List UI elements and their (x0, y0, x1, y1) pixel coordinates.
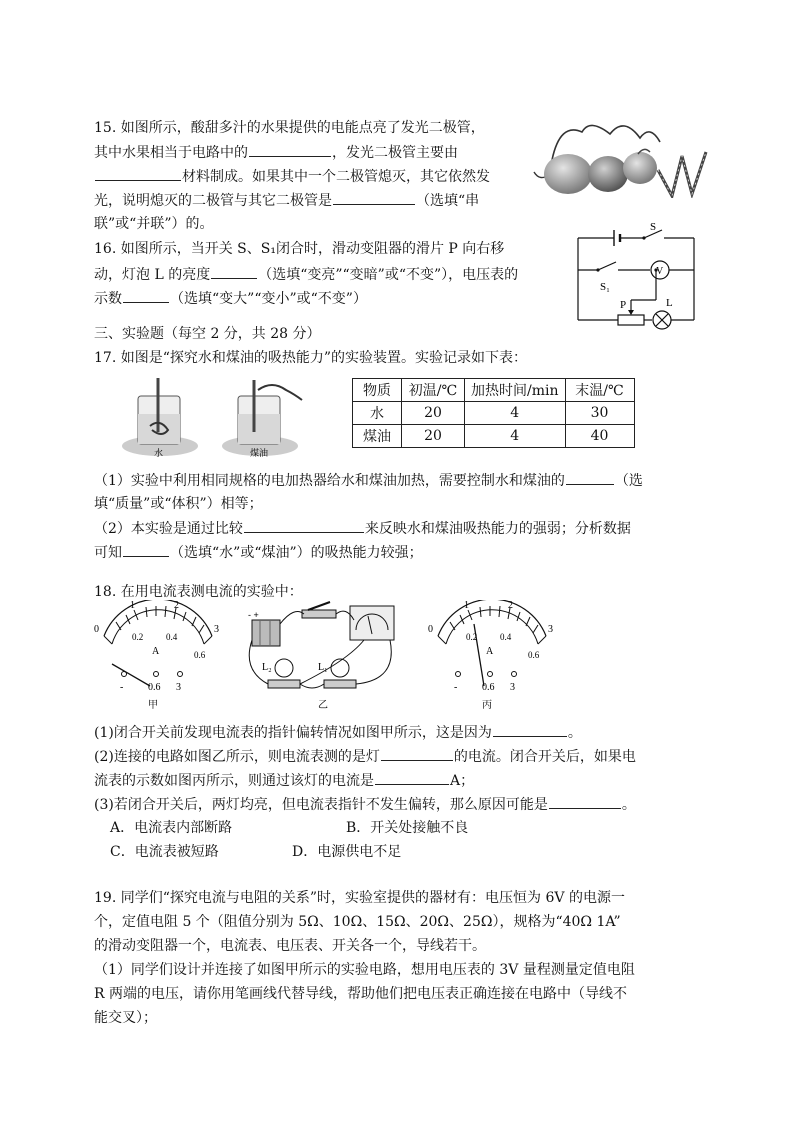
ammeter-box (350, 606, 394, 640)
q15-text-a: 其中水果相当于电路中的 (94, 145, 248, 161)
table-cell: 40 (565, 425, 634, 448)
q17-p1-line-2: 填“质量”或“体积”）相等； (94, 496, 263, 512)
q15-text-c: 材料制成。如果其中一个二极管熄灭，其它依然发 (182, 169, 490, 185)
q17-p2-text-b: 来反映水和煤油吸热能力的强弱；分析数据 (364, 521, 631, 537)
table-header: 加热时间/min (465, 379, 566, 402)
q18-blank-3[interactable] (375, 770, 449, 785)
table-cell: 煤油 (353, 425, 402, 448)
q15-text-b: ，发光二极管主要由 (332, 145, 458, 161)
terminal-label: 3 (176, 682, 181, 693)
q18-p2 (94, 746, 636, 767)
table-cell: 30 (565, 402, 634, 425)
table-header-row (353, 379, 635, 402)
needle-jia (112, 664, 150, 686)
figure-label-jia: 甲 (148, 700, 158, 710)
ammeter-jia (90, 600, 224, 710)
scale-bottom: 0.6 (528, 650, 540, 660)
q15-line-3 (94, 166, 490, 187)
fruit-2 (588, 156, 628, 192)
label-slider-p: P (620, 299, 627, 311)
scale-top: 3 (214, 624, 219, 635)
q15-text-d: 光，说明熄灭的二极管与其它二极管是 (94, 193, 332, 209)
meter-unit: A (486, 646, 494, 657)
q16-line-2 (94, 264, 518, 285)
terminal-label: - (454, 682, 458, 693)
label-lamp-l: L (666, 297, 673, 309)
q17-p1-text-a: （1）实验中利用相同规格的电加热器给水和煤油加热，需要控制水和煤油的 (94, 473, 565, 489)
q19-line-6: 能交叉）； (94, 1010, 157, 1026)
rheostat-symbol (618, 315, 644, 325)
q18-p2b (94, 770, 474, 791)
q18-p3-end: 。 (621, 797, 636, 813)
q17-p1-text-b: （选 (614, 473, 643, 489)
q15-line-4 (94, 190, 479, 211)
circuit-yi (238, 600, 408, 710)
q17-p2-line-2 (94, 542, 423, 563)
q17-blank-1[interactable] (566, 470, 614, 485)
scale-bottom: 0.2 (132, 632, 144, 642)
q17-p2-line-1 (94, 518, 631, 539)
table-row (353, 402, 635, 425)
table-cell: 20 (402, 425, 465, 448)
label-switch-s: S (650, 221, 657, 233)
q18-p2b-text: 流表的示数如图丙所示，则通过该灯的电流是 (94, 773, 374, 789)
scale-top: 0 (94, 624, 99, 635)
q18-option-c[interactable]: C．电流表被短路 (110, 844, 219, 860)
q15-blank-1[interactable] (249, 142, 331, 157)
fruit-battery-figure (530, 112, 708, 198)
q19-line-2: 个，定值电阻 5 个（阻值分别为 5Ω、10Ω、15Ω、20Ω、25Ω），规格为“40Ω 1A” (94, 914, 621, 930)
terminal-label: 0.6 (148, 682, 161, 693)
q18-option-a[interactable]: A．电流表内部断路 (110, 820, 233, 836)
table-header: 初温/℃ (402, 379, 465, 402)
terminal-label: 3 (510, 682, 515, 693)
q18-p1-text: (1)闭合开关前发现电流表的指针偏转情况如图甲所示，这是因为 (94, 725, 492, 741)
q19-line-1: 19. 同学们“探究电流与电阻的关系”时，实验室提供的器材有：电压恒为 6V 的电源一 (94, 890, 625, 906)
q15-blank-3[interactable] (333, 190, 415, 205)
label-switch-s1: S₁ (600, 281, 610, 293)
q18-option-b[interactable]: B．开关处接触不良 (346, 820, 469, 836)
scale-top: 0 (428, 624, 433, 635)
table-cell: 20 (402, 402, 465, 425)
q16-text-d: （选填“变大”“变小”或“不变”） (170, 291, 367, 307)
q16-blank-1[interactable] (211, 264, 257, 279)
lamp-label-l1: L₁ (318, 662, 328, 673)
q18-p2b-end: A； (450, 773, 475, 789)
q17-record-table (352, 378, 635, 448)
table-cell: 4 (465, 425, 566, 448)
label-voltmeter-v: V (656, 266, 664, 277)
meter-unit: A (152, 646, 160, 657)
q16-line-1: 16. 如图所示，当开关 S、S₁闭合时，滑动变阻器的滑片 P 向右移 (94, 241, 505, 257)
battery-pack (252, 620, 280, 646)
q17-blank-2[interactable] (244, 518, 364, 533)
beakers-figure (120, 376, 320, 458)
beaker-label-kerosene: 煤油 (250, 448, 269, 458)
q18-p3-text: (3)若闭合开关后，两灯均亮，但电流表指针不发生偏转，那么原因可能是 (94, 797, 548, 813)
q15-line-1: 15. 如图所示，酸甜多汁的水果提供的电能点亮了发光二极管， (94, 120, 485, 136)
beaker-label-water: 水 (154, 448, 164, 458)
terminal-label: 0.6 (482, 682, 495, 693)
q17-p1-line-1 (94, 470, 643, 491)
q15-blank-2[interactable] (95, 166, 181, 181)
q16-text-c: 示数 (94, 291, 122, 307)
table-header: 末温/℃ (565, 379, 634, 402)
q15-line-5: 联”或“并联”）的。 (94, 216, 214, 232)
figure-label-yi: 乙 (318, 700, 328, 710)
bulb-l1 (331, 659, 349, 677)
scale-top: 1 (464, 600, 469, 611)
scale-top: 2 (508, 600, 513, 611)
fruit-1 (544, 154, 592, 194)
fruit-3 (623, 152, 657, 184)
table-row (353, 425, 635, 448)
q17-p2-text-a: （2）本实验是通过比较 (94, 521, 243, 537)
q17-intro: 17. 如图是“探究水和煤油的吸热能力”的实验装置。实验记录如下表： (94, 350, 528, 366)
switch-base (302, 610, 336, 618)
svg-text:- +: - + (248, 610, 259, 620)
q18-intro: 18. 在用电流表测电流的实验中： (94, 584, 303, 600)
q16-blank-2[interactable] (123, 288, 169, 303)
table-cell: 水 (353, 402, 402, 425)
q18-p2-end: 的电流。闭合开关后，如果电 (453, 749, 636, 765)
q18-blank-2[interactable] (381, 746, 453, 761)
q17-p2-text-c: 可知 (94, 545, 122, 561)
table-cell: 4 (465, 402, 566, 425)
scale-top: 3 (548, 624, 553, 635)
q18-blank-1[interactable] (493, 722, 567, 737)
q19-line-4: （1）同学们设计并连接了如图甲所示的实验电路，想用电压表的 3V 量程测量定值电阻 (94, 962, 635, 978)
scale-top: 2 (174, 600, 179, 611)
q18-option-d[interactable]: D．电源供电不足 (292, 844, 402, 860)
q16-line-3 (94, 288, 367, 309)
q19-line-3: 的滑动变阻器一个，电流表、电压表、开关各一个，导线若干。 (94, 938, 486, 954)
scale-bottom: 0.4 (166, 632, 178, 642)
table-header: 物质 (353, 379, 402, 402)
scale-bottom: 0.6 (194, 650, 206, 660)
q19-line-5: R 两端的电压，请你用笔画线代替导线，帮助他们把电压表正确连接在电路中（导线不 (94, 986, 627, 1002)
q15-text-e: （选填“串 (416, 193, 480, 209)
section-3-heading: 三、实验题（每空 2 分，共 28 分） (94, 326, 321, 342)
q15-line-2 (94, 142, 458, 163)
ammeter-bing (424, 600, 558, 710)
q17-p2-text-d: （选填“水”或“煤油”）的吸热能力较强； (170, 545, 423, 561)
q16-text-b: （选填“变亮”“变暗”或“不变”），电压表的 (258, 267, 519, 283)
figure-label-bing: 丙 (482, 700, 492, 710)
bulb-l2 (275, 659, 293, 677)
scale-bottom: 0.4 (500, 632, 512, 642)
q18-p1-end: 。 (567, 725, 582, 741)
q18-p1 (94, 722, 582, 743)
q17-blank-3[interactable] (123, 542, 169, 557)
lamp-label-l2: L₂ (262, 662, 272, 673)
terminal-label: - (120, 682, 124, 693)
q18-blank-4[interactable] (549, 794, 621, 809)
q16-circuit-diagram (570, 220, 704, 332)
scale-bottom: 0.2 (466, 632, 478, 642)
q18-p2-text: (2)连接的电路如图乙所示，则电流表测的是灯 (94, 749, 380, 765)
scale-top: 1 (130, 600, 135, 611)
q18-p3 (94, 794, 636, 815)
q16-text-a: 动，灯泡 L 的亮度 (94, 267, 211, 283)
